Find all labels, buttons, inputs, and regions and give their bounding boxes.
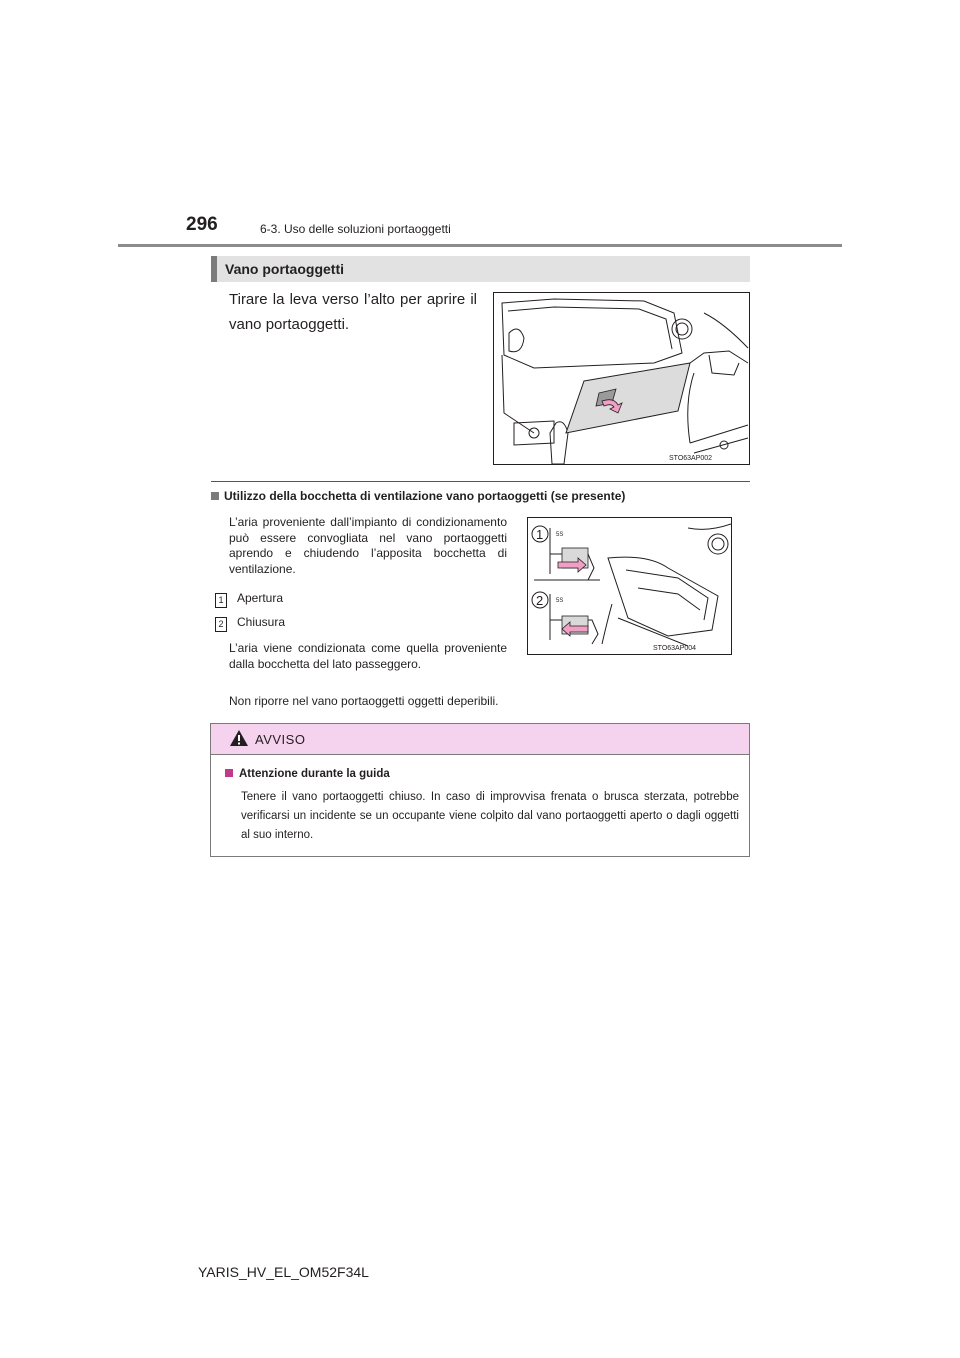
warning-header [211, 724, 749, 755]
list-item-label: Chiusura [237, 615, 286, 629]
list-item-label: Apertura [237, 591, 284, 605]
list-item [215, 591, 283, 608]
section-heading: Vano portaoggetti [225, 261, 344, 277]
section-heading-bar [211, 256, 750, 282]
note-text: Non riporre nel vano portaoggetti oggetti deperibili. [229, 694, 499, 708]
warning-subheading-text: Attenzione durante la guida [239, 768, 390, 780]
section-title: 6-3. Uso delle soluzioni portaoggetti [260, 222, 451, 236]
warning-triangle-icon [229, 729, 249, 747]
dashboard-drawing [494, 293, 749, 464]
callout-number: 2 [215, 617, 227, 632]
callout-1: 1 [536, 527, 544, 542]
sub-heading [211, 489, 625, 503]
warning-box [210, 723, 750, 857]
square-bullet-icon [211, 492, 219, 500]
sub-heading-text: Utilizzo della bocchetta di ventilazione vano portaoggetti (se presente) [224, 489, 626, 503]
glovebox-illustration [493, 292, 750, 465]
vent-illustration [527, 517, 732, 655]
intro-text: Tirare la leva verso l’alto per aprire il vano portaoggetti. [229, 291, 477, 333]
paragraph-2: L’aria viene condizionata come quella proveniente dalla bocchetta del lato passeggero. [229, 641, 507, 671]
warning-body: Tenere il vano portaoggetti chiuso. In caso di improvvisa frenata o brusca sterzata, potrebbe verificarsi un incidente se un occupante viene colpito dal vano portaoggetti aperto o dagli oggetti al suo interno. [241, 791, 739, 841]
page-number: 296 [186, 214, 218, 235]
vent-mark-icon: 5S [556, 598, 564, 604]
figure-code: STO63AP002 [669, 455, 713, 462]
warning-title: AVVISO [255, 732, 306, 747]
section-marker [211, 256, 217, 282]
footer-code: YARIS_HV_EL_OM52F34L [198, 1264, 369, 1280]
divider [211, 481, 750, 482]
list-item [215, 615, 285, 632]
paragraph-1: L’aria proveniente dall’impianto di condizionamento può essere convogliata nel vano portaoggetti aprendo e chiudendo l’apposita bocchetta di ventilazione. [229, 515, 507, 576]
callout-2: 2 [536, 593, 544, 608]
square-bullet-icon [225, 769, 233, 777]
figure-code: STO63AP004 [653, 645, 697, 652]
callout-number: 1 [215, 593, 227, 608]
vent-drawing [528, 518, 731, 654]
header-rule [118, 244, 842, 247]
warning-subheading [225, 768, 390, 780]
vent-mark-icon: 5S [556, 532, 564, 538]
